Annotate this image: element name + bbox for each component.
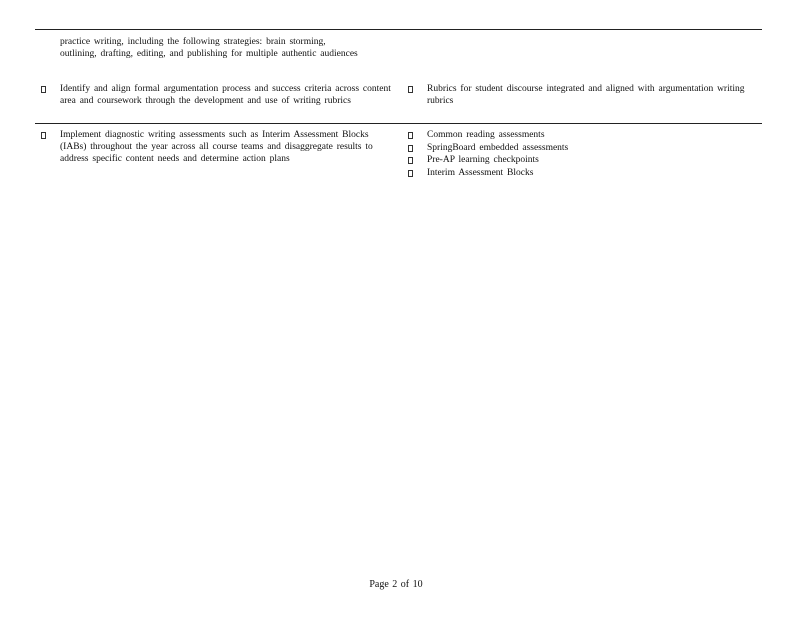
strategy-text: Implement diagnostic writing assessments such as Interim Assessment Blocks (IABs) throughout the year across all course teams and disaggregate results to address specific content needs and determine action plans xyxy=(60,130,373,164)
list-item: Interim Assessment Blocks xyxy=(427,167,534,178)
square-bullet-icon xyxy=(408,86,413,93)
strategy-text: Identify and align formal argumentation process and success criteria across content area and coursework through the development and use of writing rubrics xyxy=(60,84,391,106)
list-item: SpringBoard embedded assessments xyxy=(427,142,569,153)
page-number: Page 2 of 10 xyxy=(369,579,423,590)
row-divider xyxy=(35,123,762,124)
continued-strategy-text: practice writing, including the following strategies: brain storming, outlining, drafting, editing, and publishing for multiple authentic audiences xyxy=(60,37,358,59)
table-top-border xyxy=(35,29,762,30)
square-bullet-icon xyxy=(408,170,413,177)
list-item: Common reading assessments xyxy=(427,130,545,140)
square-bullet-icon xyxy=(408,132,413,139)
evidence-list xyxy=(408,129,768,179)
list-item: Pre-AP learning checkpoints xyxy=(427,155,539,165)
square-bullet-icon xyxy=(408,145,413,152)
square-bullet-icon xyxy=(408,157,413,164)
evidence-item: Rubrics for student discourse integrated and aligned with argumentation writing rubrics xyxy=(427,84,745,106)
square-bullet-icon xyxy=(41,132,46,139)
square-bullet-icon xyxy=(41,86,46,93)
